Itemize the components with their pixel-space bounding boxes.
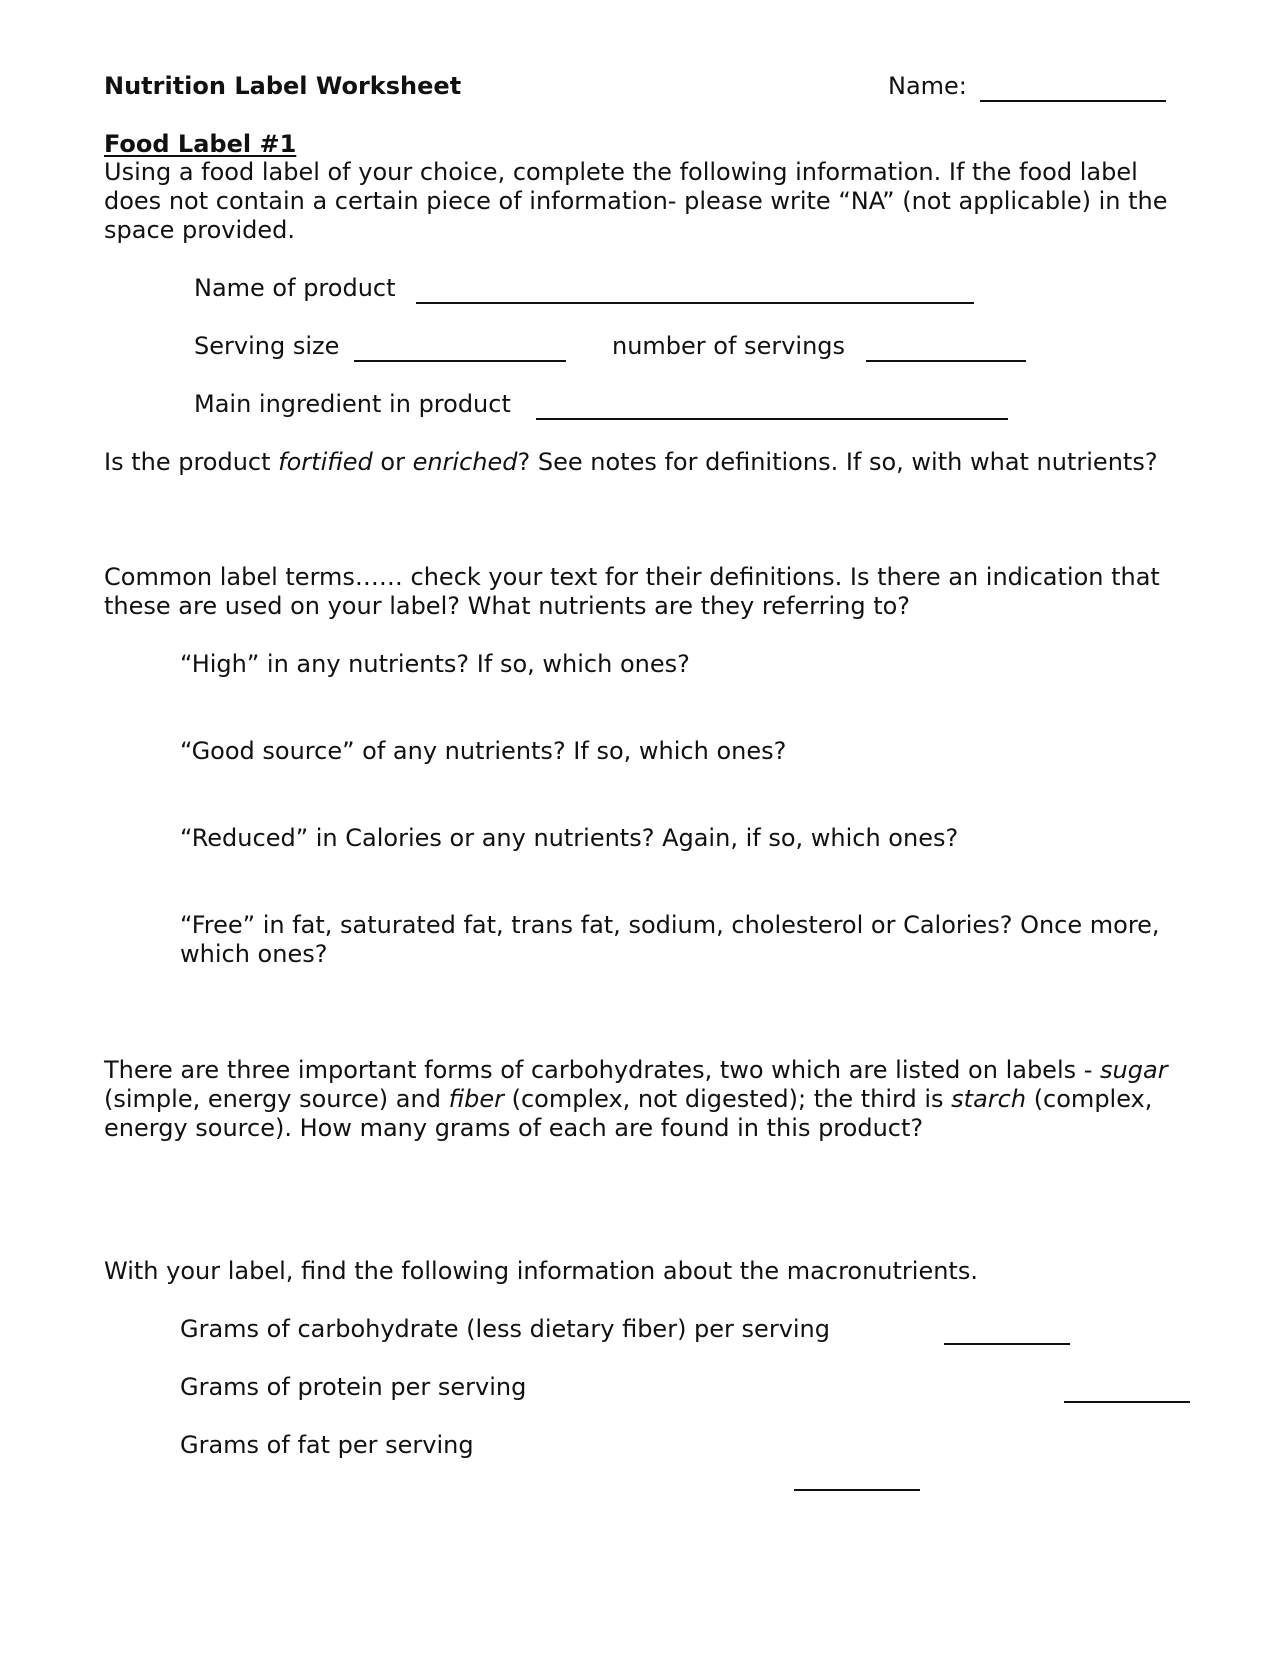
num-servings-label: number of servings xyxy=(612,332,846,360)
fat-blank[interactable] xyxy=(794,1489,920,1491)
protein-blank[interactable] xyxy=(1064,1401,1190,1403)
intro-paragraph: Using a food label of your choice, complete the following information. If the food label does not contain a certain piece of information- please write “NA” (not applicable) in the space provided. xyxy=(104,158,1168,244)
product-name-blank[interactable] xyxy=(416,302,974,304)
num-servings-blank[interactable] xyxy=(866,360,1026,362)
macros-intro: With your label, find the following information about the macronutrients. xyxy=(104,1257,978,1285)
carb-blank[interactable] xyxy=(944,1343,1070,1345)
section-heading: Food Label #1 xyxy=(104,130,297,158)
serving-size-label: Serving size xyxy=(194,332,340,360)
term-good-source: “Good source” of any nutrients? If so, which ones? xyxy=(180,737,787,765)
serving-size-blank[interactable] xyxy=(354,360,566,362)
worksheet-title: Nutrition Label Worksheet xyxy=(104,72,462,100)
fat-label: Grams of fat per serving xyxy=(180,1431,474,1459)
term-reduced: “Reduced” in Calories or any nutrients? Again, if so, which ones? xyxy=(180,824,959,852)
main-ingredient-blank[interactable] xyxy=(536,418,1008,420)
fortified-question: Is the product fortified or enriched? See notes for definitions. If so, with what nutrients? xyxy=(104,448,1158,476)
carbs-paragraph: There are three important forms of carbohydrates, two which are listed on labels - sugar (simple, energy source) and fiber (complex, not digested); the third is starch (complex, energy source). How many grams of each are found in this product? xyxy=(104,1056,1168,1142)
term-high: “High” in any nutrients? If so, which ones? xyxy=(180,650,690,678)
term-free: “Free” in fat, saturated fat, trans fat, sodium, cholesterol or Calories? Once more, which ones? xyxy=(180,911,1160,968)
product-name-label: Name of product xyxy=(194,274,396,302)
common-terms-paragraph: Common label terms…… check your text for their definitions. Is there an indication that these are used on your label? What nutrients are they referring to? xyxy=(104,563,1160,620)
protein-label: Grams of protein per serving xyxy=(180,1373,527,1401)
carb-label: Grams of carbohydrate (less dietary fiber) per serving xyxy=(180,1315,831,1343)
name-label: Name: xyxy=(888,72,967,100)
name-blank[interactable] xyxy=(980,100,1166,102)
main-ingredient-label: Main ingredient in product xyxy=(194,390,511,418)
